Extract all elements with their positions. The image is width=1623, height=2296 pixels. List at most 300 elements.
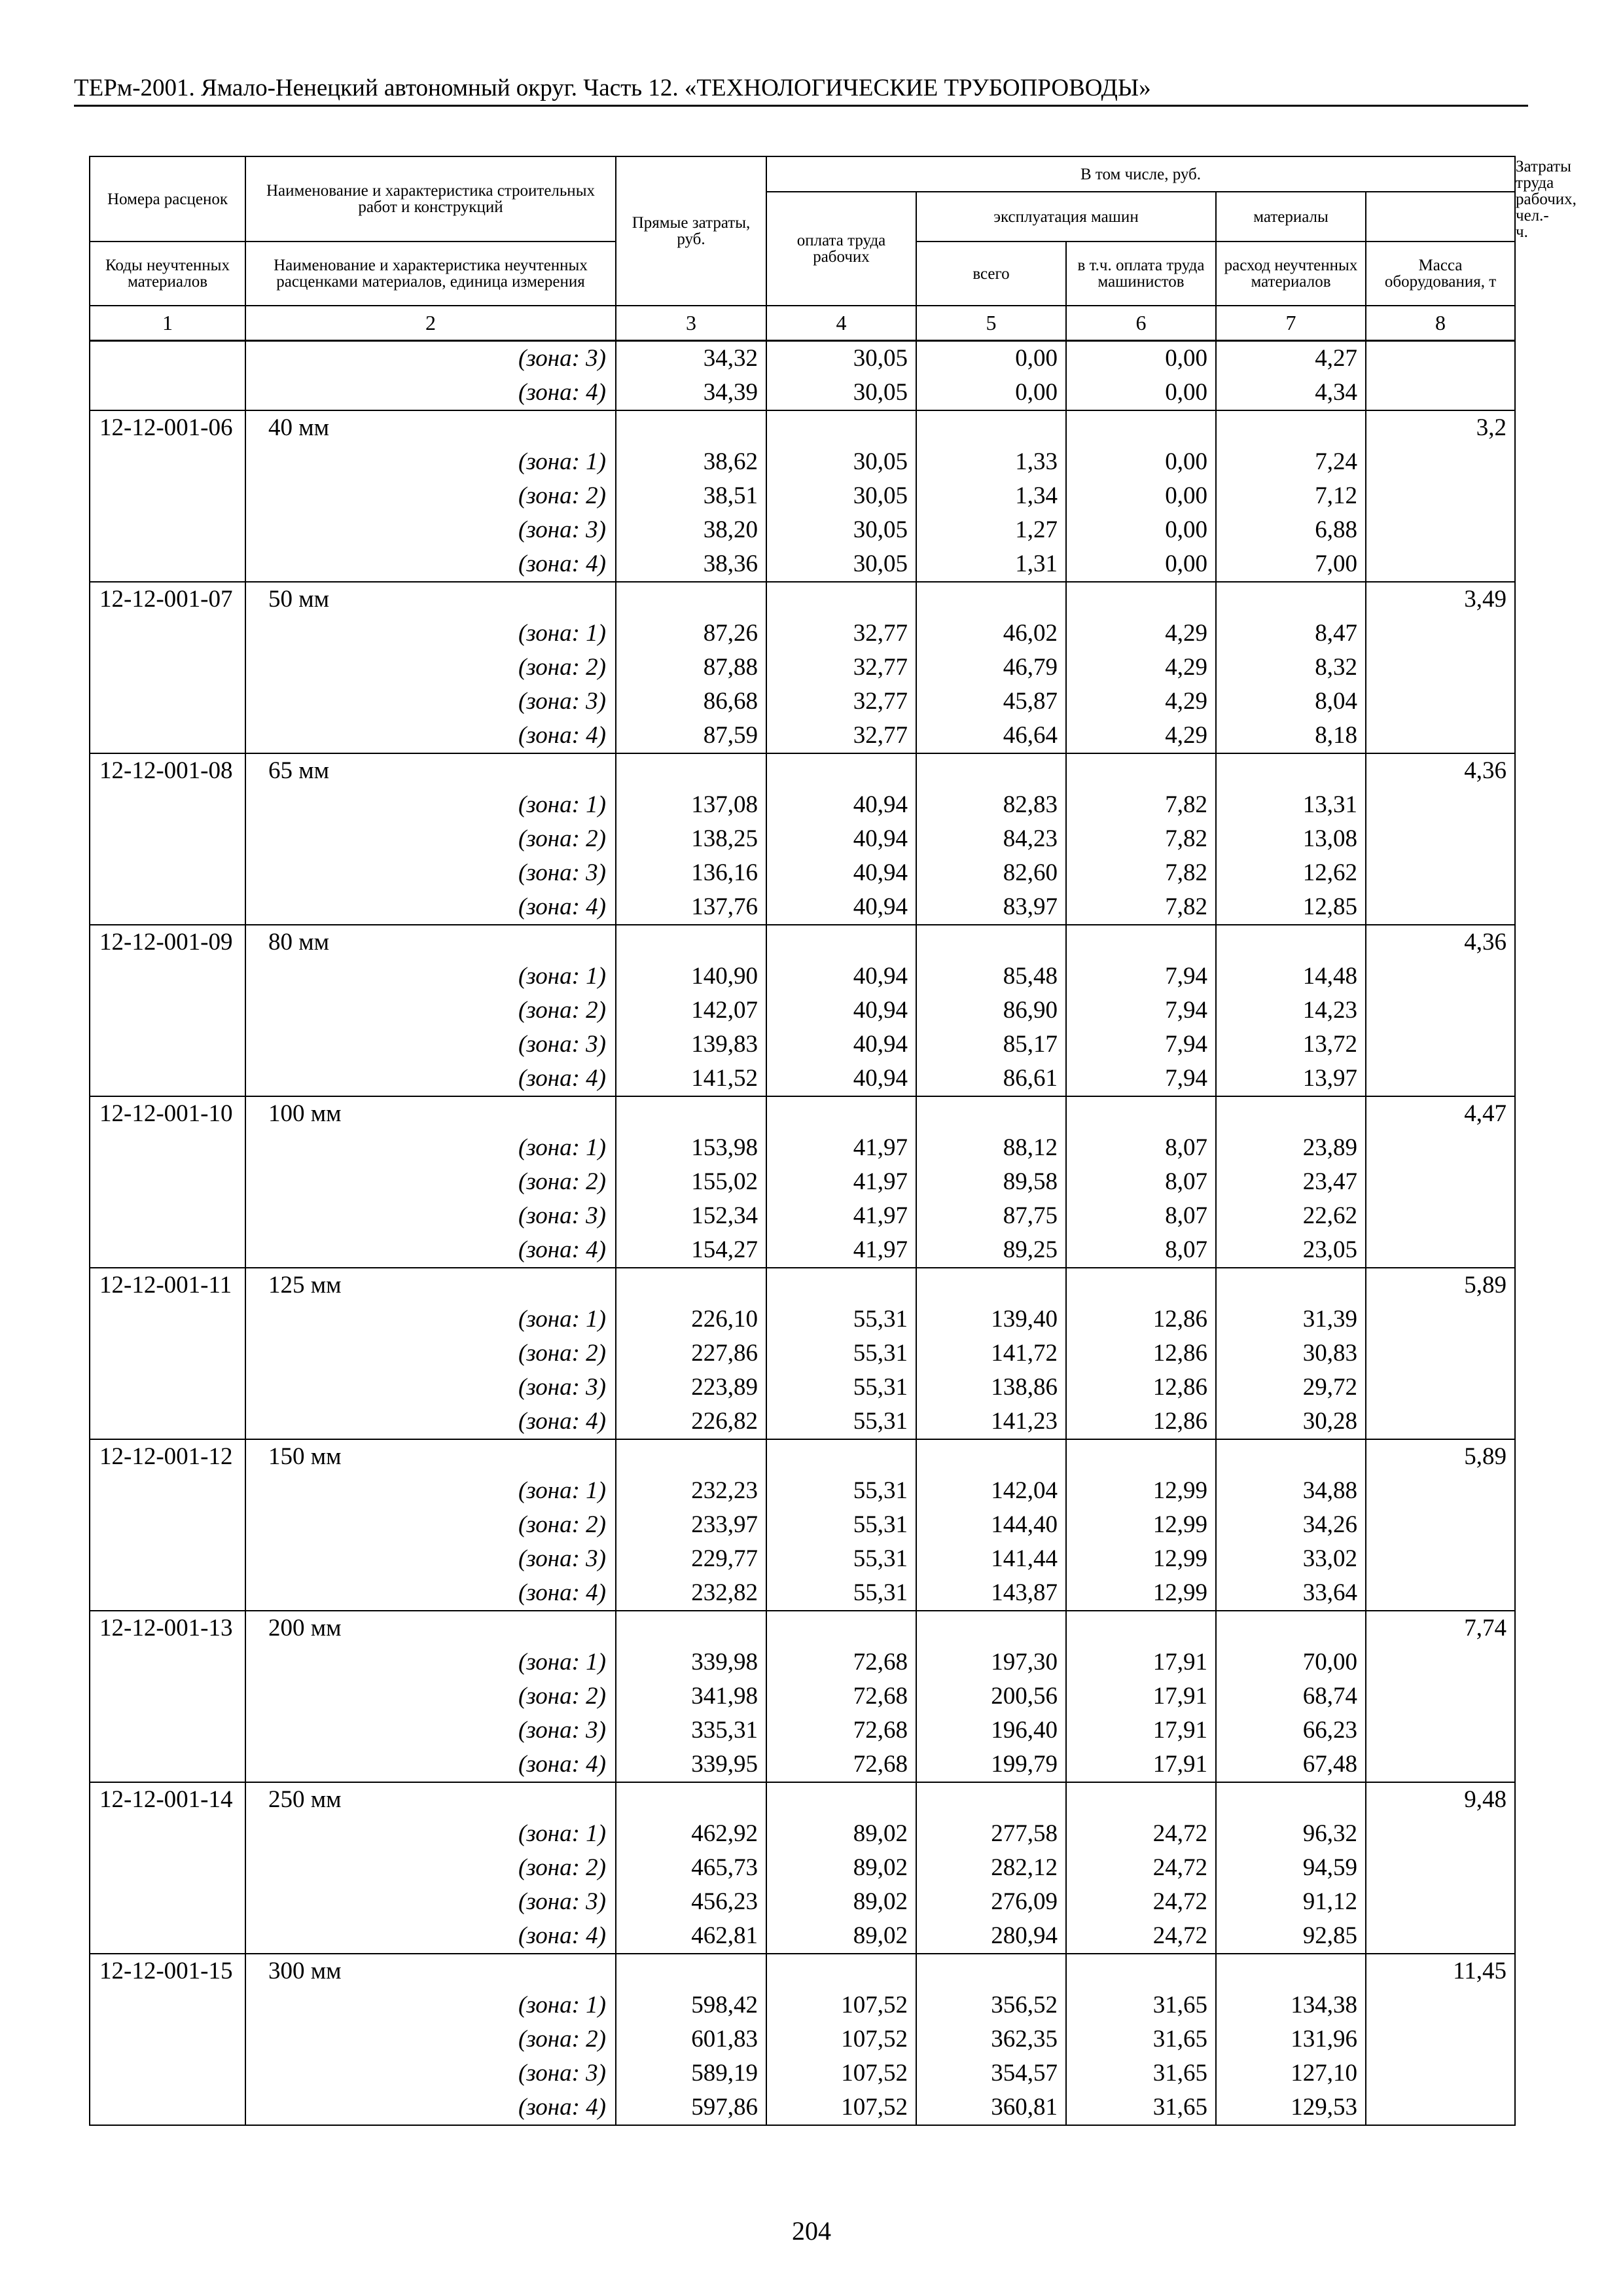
- zone-label: (зона: 1): [245, 1645, 616, 1679]
- empty-cell: [916, 1439, 1066, 1474]
- zone-label: (зона: 2): [245, 1336, 616, 1371]
- empty-cell: [1366, 1199, 1515, 1233]
- zone-label: (зона: 4): [245, 1233, 616, 1268]
- materials: 66,23: [1216, 1713, 1366, 1748]
- empty-cell: [1366, 445, 1515, 479]
- zone-label: (зона: 1): [245, 445, 616, 479]
- empty-cell: [1366, 1679, 1515, 1713]
- materials: 127,10: [1216, 2056, 1366, 2090]
- labor-pay: 107,52: [766, 2090, 916, 2125]
- machines-total: 45,87: [916, 685, 1066, 719]
- empty-cell: [1366, 376, 1515, 410]
- direct-costs: 598,42: [616, 1988, 766, 2022]
- machines-total: 141,23: [916, 1405, 1066, 1439]
- materials: 13,97: [1216, 1062, 1366, 1096]
- labor-pay: 55,31: [766, 1542, 916, 1576]
- empty-cell: [1366, 341, 1515, 376]
- empty-cell: [90, 341, 245, 376]
- direct-costs: 339,98: [616, 1645, 766, 1679]
- empty-cell: [1366, 960, 1515, 994]
- materials: 31,39: [1216, 1302, 1366, 1336]
- labor-pay: 55,31: [766, 1302, 916, 1336]
- labor-pay: 55,31: [766, 1508, 916, 1542]
- direct-costs: 34,32: [616, 341, 766, 376]
- empty-cell: [1366, 719, 1515, 753]
- labor-pay: 40,94: [766, 788, 916, 822]
- empty-cell: [90, 2090, 245, 2125]
- materials: 8,47: [1216, 617, 1366, 651]
- labor-costs: 5,89: [1366, 1439, 1515, 1474]
- empty-cell: [1366, 513, 1515, 547]
- materials: 94,59: [1216, 1851, 1366, 1885]
- zone-label: (зона: 3): [245, 856, 616, 890]
- materials: 33,02: [1216, 1542, 1366, 1576]
- zone-row: [90, 479, 1515, 513]
- labor-pay: 32,77: [766, 719, 916, 753]
- labor-pay: 32,77: [766, 617, 916, 651]
- empty-cell: [1066, 1439, 1216, 1474]
- machines-total: 143,87: [916, 1576, 1066, 1611]
- zone-row: [90, 1542, 1515, 1576]
- machines-operators: 31,65: [1066, 2056, 1216, 2090]
- labor-costs: 11,45: [1366, 1954, 1515, 1988]
- zone-label: (зона: 4): [245, 719, 616, 753]
- direct-costs: 152,34: [616, 1199, 766, 1233]
- direct-costs: 232,23: [616, 1474, 766, 1508]
- labor-pay: 107,52: [766, 2056, 916, 2090]
- empty-cell: [766, 410, 916, 445]
- zone-row: [90, 960, 1515, 994]
- zone-row: [90, 376, 1515, 410]
- machines-operators: 4,29: [1066, 719, 1216, 753]
- zone-row: [90, 1131, 1515, 1165]
- zone-row: [90, 1645, 1515, 1679]
- rate-group: [90, 1096, 1515, 1268]
- labor-pay: 32,77: [766, 685, 916, 719]
- rate-name: 40 мм: [245, 410, 616, 445]
- zone-label: (зона: 3): [245, 685, 616, 719]
- column-number: 5: [916, 306, 1066, 341]
- labor-pay: 72,68: [766, 1748, 916, 1782]
- machines-operators: 7,82: [1066, 856, 1216, 890]
- rate-title-row: [90, 1439, 1515, 1474]
- direct-costs: 229,77: [616, 1542, 766, 1576]
- empty-cell: [1366, 1165, 1515, 1199]
- machines-operators: 24,72: [1066, 1919, 1216, 1954]
- zone-row: [90, 1336, 1515, 1371]
- labor-pay: 89,02: [766, 1885, 916, 1919]
- labor-pay: 107,52: [766, 2022, 916, 2056]
- empty-cell: [916, 1096, 1066, 1131]
- rate-title-row: [90, 925, 1515, 960]
- machines-operators: 0,00: [1066, 376, 1216, 410]
- labor-pay: 41,97: [766, 1233, 916, 1268]
- direct-costs: 136,16: [616, 856, 766, 890]
- materials: 70,00: [1216, 1645, 1366, 1679]
- rate-name: 200 мм: [245, 1611, 616, 1645]
- rate-group: [90, 582, 1515, 753]
- empty-cell: [1366, 856, 1515, 890]
- empty-cell: [90, 651, 245, 685]
- labor-pay: 30,05: [766, 547, 916, 582]
- empty-cell: [616, 1611, 766, 1645]
- machines-operators: 24,72: [1066, 1885, 1216, 1919]
- rate-group: [90, 1439, 1515, 1611]
- materials: 23,05: [1216, 1233, 1366, 1268]
- empty-cell: [1216, 582, 1366, 617]
- empty-cell: [90, 1748, 245, 1782]
- zone-row: [90, 2056, 1515, 2090]
- materials: 8,04: [1216, 685, 1366, 719]
- header-name-unaccounted: Наименование и характеристика неучтенных расценками материалов, единица измерения: [245, 242, 616, 306]
- direct-costs: 87,88: [616, 651, 766, 685]
- machines-operators: 7,94: [1066, 960, 1216, 994]
- materials: 129,53: [1216, 2090, 1366, 2125]
- rate-code: 12-12-001-12: [90, 1439, 245, 1474]
- machines-total: 85,48: [916, 960, 1066, 994]
- labor-pay: 30,05: [766, 376, 916, 410]
- rate-group: [90, 753, 1515, 925]
- empty-cell: [90, 1919, 245, 1954]
- direct-costs: 589,19: [616, 2056, 766, 2090]
- zone-row: [90, 1199, 1515, 1233]
- machines-operators: 31,65: [1066, 2022, 1216, 2056]
- rate-name: 50 мм: [245, 582, 616, 617]
- empty-cell: [90, 1062, 245, 1096]
- labor-pay: 72,68: [766, 1713, 916, 1748]
- empty-cell: [90, 1302, 245, 1336]
- direct-costs: 38,51: [616, 479, 766, 513]
- labor-pay: 40,94: [766, 960, 916, 994]
- labor-costs: 3,2: [1366, 410, 1515, 445]
- rate-group: [90, 1954, 1515, 2125]
- empty-cell: [90, 1336, 245, 1371]
- machines-operators: 17,91: [1066, 1645, 1216, 1679]
- machines-operators: 0,00: [1066, 445, 1216, 479]
- zone-row: [90, 1576, 1515, 1611]
- machines-total: 356,52: [916, 1988, 1066, 2022]
- machines-operators: 24,72: [1066, 1851, 1216, 1885]
- zone-label: (зона: 1): [245, 617, 616, 651]
- zone-row: [90, 1302, 1515, 1336]
- empty-cell: [616, 410, 766, 445]
- rate-group: [90, 410, 1515, 582]
- labor-pay: 55,31: [766, 1336, 916, 1371]
- materials: 12,85: [1216, 890, 1366, 925]
- zone-label: (зона: 3): [245, 1371, 616, 1405]
- rate-name: 80 мм: [245, 925, 616, 960]
- zone-label: (зона: 3): [245, 2056, 616, 2090]
- empty-cell: [1216, 1096, 1366, 1131]
- empty-cell: [1066, 1782, 1216, 1817]
- column-number: 7: [1216, 306, 1366, 341]
- zone-label: (зона: 3): [245, 513, 616, 547]
- column-number: 1: [90, 306, 245, 341]
- machines-total: 138,86: [916, 1371, 1066, 1405]
- empty-cell: [1366, 479, 1515, 513]
- empty-cell: [1366, 2090, 1515, 2125]
- empty-cell: [90, 1474, 245, 1508]
- materials: 13,72: [1216, 1028, 1366, 1062]
- zone-row: [90, 1165, 1515, 1199]
- zone-row: [90, 1474, 1515, 1508]
- zone-row: [90, 2022, 1515, 2056]
- empty-cell: [1366, 890, 1515, 925]
- empty-cell: [90, 1199, 245, 1233]
- empty-cell: [1066, 1954, 1216, 1988]
- materials: 30,83: [1216, 1336, 1366, 1371]
- direct-costs: 38,20: [616, 513, 766, 547]
- zone-label: (зона: 2): [245, 651, 616, 685]
- machines-total: 1,27: [916, 513, 1066, 547]
- empty-cell: [90, 547, 245, 582]
- materials: 14,48: [1216, 960, 1366, 994]
- zone-label: (зона: 1): [245, 1302, 616, 1336]
- labor-pay: 89,02: [766, 1851, 916, 1885]
- empty-cell: [916, 1268, 1066, 1302]
- direct-costs: 34,39: [616, 376, 766, 410]
- labor-costs: 4,36: [1366, 753, 1515, 788]
- rate-code: 12-12-001-07: [90, 582, 245, 617]
- empty-cell: [90, 1885, 245, 1919]
- empty-cell: [90, 2056, 245, 2090]
- empty-cell: [916, 410, 1066, 445]
- machines-operators: 12,99: [1066, 1508, 1216, 1542]
- empty-cell: [1366, 1817, 1515, 1851]
- empty-cell: [1366, 1336, 1515, 1371]
- direct-costs: 226,82: [616, 1405, 766, 1439]
- empty-cell: [1366, 1748, 1515, 1782]
- labor-costs: 9,48: [1366, 1782, 1515, 1817]
- rate-code: 12-12-001-13: [90, 1611, 245, 1645]
- labor-pay: 55,31: [766, 1474, 916, 1508]
- empty-cell: [1366, 685, 1515, 719]
- labor-costs: 4,47: [1366, 1096, 1515, 1131]
- zone-row: [90, 1919, 1515, 1954]
- materials: 68,74: [1216, 1679, 1366, 1713]
- labor-pay: 41,97: [766, 1165, 916, 1199]
- materials: 22,62: [1216, 1199, 1366, 1233]
- machines-operators: 7,94: [1066, 1062, 1216, 1096]
- materials: 12,62: [1216, 856, 1366, 890]
- machines-total: 84,23: [916, 822, 1066, 856]
- zone-row: [90, 1988, 1515, 2022]
- zone-label: (зона: 2): [245, 479, 616, 513]
- rate-name: 300 мм: [245, 1954, 616, 1988]
- zone-label: (зона: 3): [245, 1713, 616, 1748]
- direct-costs: 86,68: [616, 685, 766, 719]
- empty-cell: [916, 1782, 1066, 1817]
- machines-operators: 12,86: [1066, 1302, 1216, 1336]
- direct-costs: 155,02: [616, 1165, 766, 1199]
- machines-operators: 0,00: [1066, 547, 1216, 582]
- empty-cell: [766, 1096, 916, 1131]
- rate-group: [90, 925, 1515, 1096]
- materials: 67,48: [1216, 1748, 1366, 1782]
- machines-total: 280,94: [916, 1919, 1066, 1954]
- empty-cell: [1366, 994, 1515, 1028]
- header-materials: материалы: [1216, 192, 1366, 242]
- materials: 23,89: [1216, 1131, 1366, 1165]
- empty-cell: [1216, 925, 1366, 960]
- empty-cell: [90, 685, 245, 719]
- empty-cell: [1366, 1542, 1515, 1576]
- empty-cell: [916, 1611, 1066, 1645]
- machines-operators: 7,94: [1066, 1028, 1216, 1062]
- empty-cell: [90, 1576, 245, 1611]
- empty-cell: [616, 582, 766, 617]
- machines-total: 89,58: [916, 1165, 1066, 1199]
- labor-pay: 55,31: [766, 1371, 916, 1405]
- direct-costs: 223,89: [616, 1371, 766, 1405]
- machines-total: 82,83: [916, 788, 1066, 822]
- direct-costs: 601,83: [616, 2022, 766, 2056]
- zone-row: [90, 1713, 1515, 1748]
- empty-cell: [90, 719, 245, 753]
- zone-label: (зона: 2): [245, 1508, 616, 1542]
- direct-costs: 142,07: [616, 994, 766, 1028]
- direct-costs: 137,08: [616, 788, 766, 822]
- machines-operators: 4,29: [1066, 685, 1216, 719]
- direct-costs: 339,95: [616, 1748, 766, 1782]
- materials: 96,32: [1216, 1817, 1366, 1851]
- labor-costs: 4,36: [1366, 925, 1515, 960]
- empty-cell: [90, 479, 245, 513]
- machines-total: 0,00: [916, 341, 1066, 376]
- zone-row: [90, 788, 1515, 822]
- zone-row: [90, 2090, 1515, 2125]
- zone-row: [90, 513, 1515, 547]
- machines-total: 46,02: [916, 617, 1066, 651]
- materials: 7,12: [1216, 479, 1366, 513]
- empty-cell: [90, 1131, 245, 1165]
- zone-row: [90, 1371, 1515, 1405]
- machines-total: 1,33: [916, 445, 1066, 479]
- machines-operators: 17,91: [1066, 1748, 1216, 1782]
- machines-total: 199,79: [916, 1748, 1066, 1782]
- zone-row: [90, 445, 1515, 479]
- labor-pay: 107,52: [766, 1988, 916, 2022]
- direct-costs: 597,86: [616, 2090, 766, 2125]
- zone-row: [90, 1405, 1515, 1439]
- direct-costs: 226,10: [616, 1302, 766, 1336]
- labor-pay: 89,02: [766, 1919, 916, 1954]
- zone-row: [90, 651, 1515, 685]
- zone-row: [90, 994, 1515, 1028]
- machines-total: 139,40: [916, 1302, 1066, 1336]
- empty-cell: [1366, 1508, 1515, 1542]
- empty-cell: [1066, 410, 1216, 445]
- materials: 131,96: [1216, 2022, 1366, 2056]
- empty-cell: [766, 753, 916, 788]
- labor-pay: 55,31: [766, 1405, 916, 1439]
- materials: 6,88: [1216, 513, 1366, 547]
- empty-cell: [1366, 1371, 1515, 1405]
- labor-pay: 41,97: [766, 1199, 916, 1233]
- machines-operators: 0,00: [1066, 513, 1216, 547]
- materials: 34,26: [1216, 1508, 1366, 1542]
- zone-label: (зона: 2): [245, 1165, 616, 1199]
- rate-group: [90, 341, 1515, 411]
- materials: 134,38: [1216, 1988, 1366, 2022]
- machines-operators: 8,07: [1066, 1131, 1216, 1165]
- rate-code: 12-12-001-15: [90, 1954, 245, 1988]
- materials: 92,85: [1216, 1919, 1366, 1954]
- machines-operators: 7,82: [1066, 788, 1216, 822]
- zone-label: (зона: 1): [245, 960, 616, 994]
- zone-label: (зона: 2): [245, 1679, 616, 1713]
- machines-operators: 17,91: [1066, 1713, 1216, 1748]
- zone-label: (зона: 1): [245, 788, 616, 822]
- empty-cell: [1066, 753, 1216, 788]
- machines-total: 276,09: [916, 1885, 1066, 1919]
- header-labor-pay: оплата труда рабочих: [766, 192, 916, 306]
- zone-label: (зона: 2): [245, 1851, 616, 1885]
- materials: 91,12: [1216, 1885, 1366, 1919]
- direct-costs: 462,92: [616, 1817, 766, 1851]
- labor-pay: 41,97: [766, 1131, 916, 1165]
- rate-title-row: [90, 1096, 1515, 1131]
- rate-group: [90, 1268, 1515, 1439]
- machines-total: 89,25: [916, 1233, 1066, 1268]
- zone-row: [90, 719, 1515, 753]
- materials: 13,31: [1216, 788, 1366, 822]
- zone-label: (зона: 4): [245, 376, 616, 410]
- empty-cell: [90, 856, 245, 890]
- machines-total: 46,64: [916, 719, 1066, 753]
- empty-cell: [90, 376, 245, 410]
- column-number: 8: [1366, 306, 1515, 341]
- rate-name: 125 мм: [245, 1268, 616, 1302]
- materials: 14,23: [1216, 994, 1366, 1028]
- materials: 23,47: [1216, 1165, 1366, 1199]
- direct-costs: 233,97: [616, 1508, 766, 1542]
- zone-row: [90, 547, 1515, 582]
- direct-costs: 38,62: [616, 445, 766, 479]
- rate-group: [90, 1782, 1515, 1954]
- zone-label: (зона: 4): [245, 1062, 616, 1096]
- empty-cell: [1366, 1302, 1515, 1336]
- zone-label: (зона: 4): [245, 547, 616, 582]
- empty-cell: [1366, 547, 1515, 582]
- empty-cell: [90, 1405, 245, 1439]
- materials: 29,72: [1216, 1371, 1366, 1405]
- empty-cell: [916, 1954, 1066, 1988]
- machines-total: 141,44: [916, 1542, 1066, 1576]
- labor-pay: 72,68: [766, 1645, 916, 1679]
- rate-title-row: [90, 410, 1515, 445]
- machines-total: 0,00: [916, 376, 1066, 410]
- machines-operators: 8,07: [1066, 1233, 1216, 1268]
- zone-row: [90, 1851, 1515, 1885]
- empty-cell: [90, 1165, 245, 1199]
- direct-costs: 87,26: [616, 617, 766, 651]
- machines-total: 196,40: [916, 1713, 1066, 1748]
- machines-total: 88,12: [916, 1131, 1066, 1165]
- zone-label: (зона: 3): [245, 341, 616, 376]
- direct-costs: 456,23: [616, 1885, 766, 1919]
- zone-label: (зона: 1): [245, 1131, 616, 1165]
- header-machines: эксплуатация машин: [916, 192, 1216, 242]
- empty-cell: [1366, 1645, 1515, 1679]
- rates-table: [89, 156, 1577, 2126]
- machines-operators: 4,29: [1066, 651, 1216, 685]
- empty-cell: [616, 1954, 766, 1988]
- empty-cell: [1366, 822, 1515, 856]
- zone-label: (зона: 4): [245, 1405, 616, 1439]
- zone-label: (зона: 1): [245, 1474, 616, 1508]
- zone-label: (зона: 3): [245, 1199, 616, 1233]
